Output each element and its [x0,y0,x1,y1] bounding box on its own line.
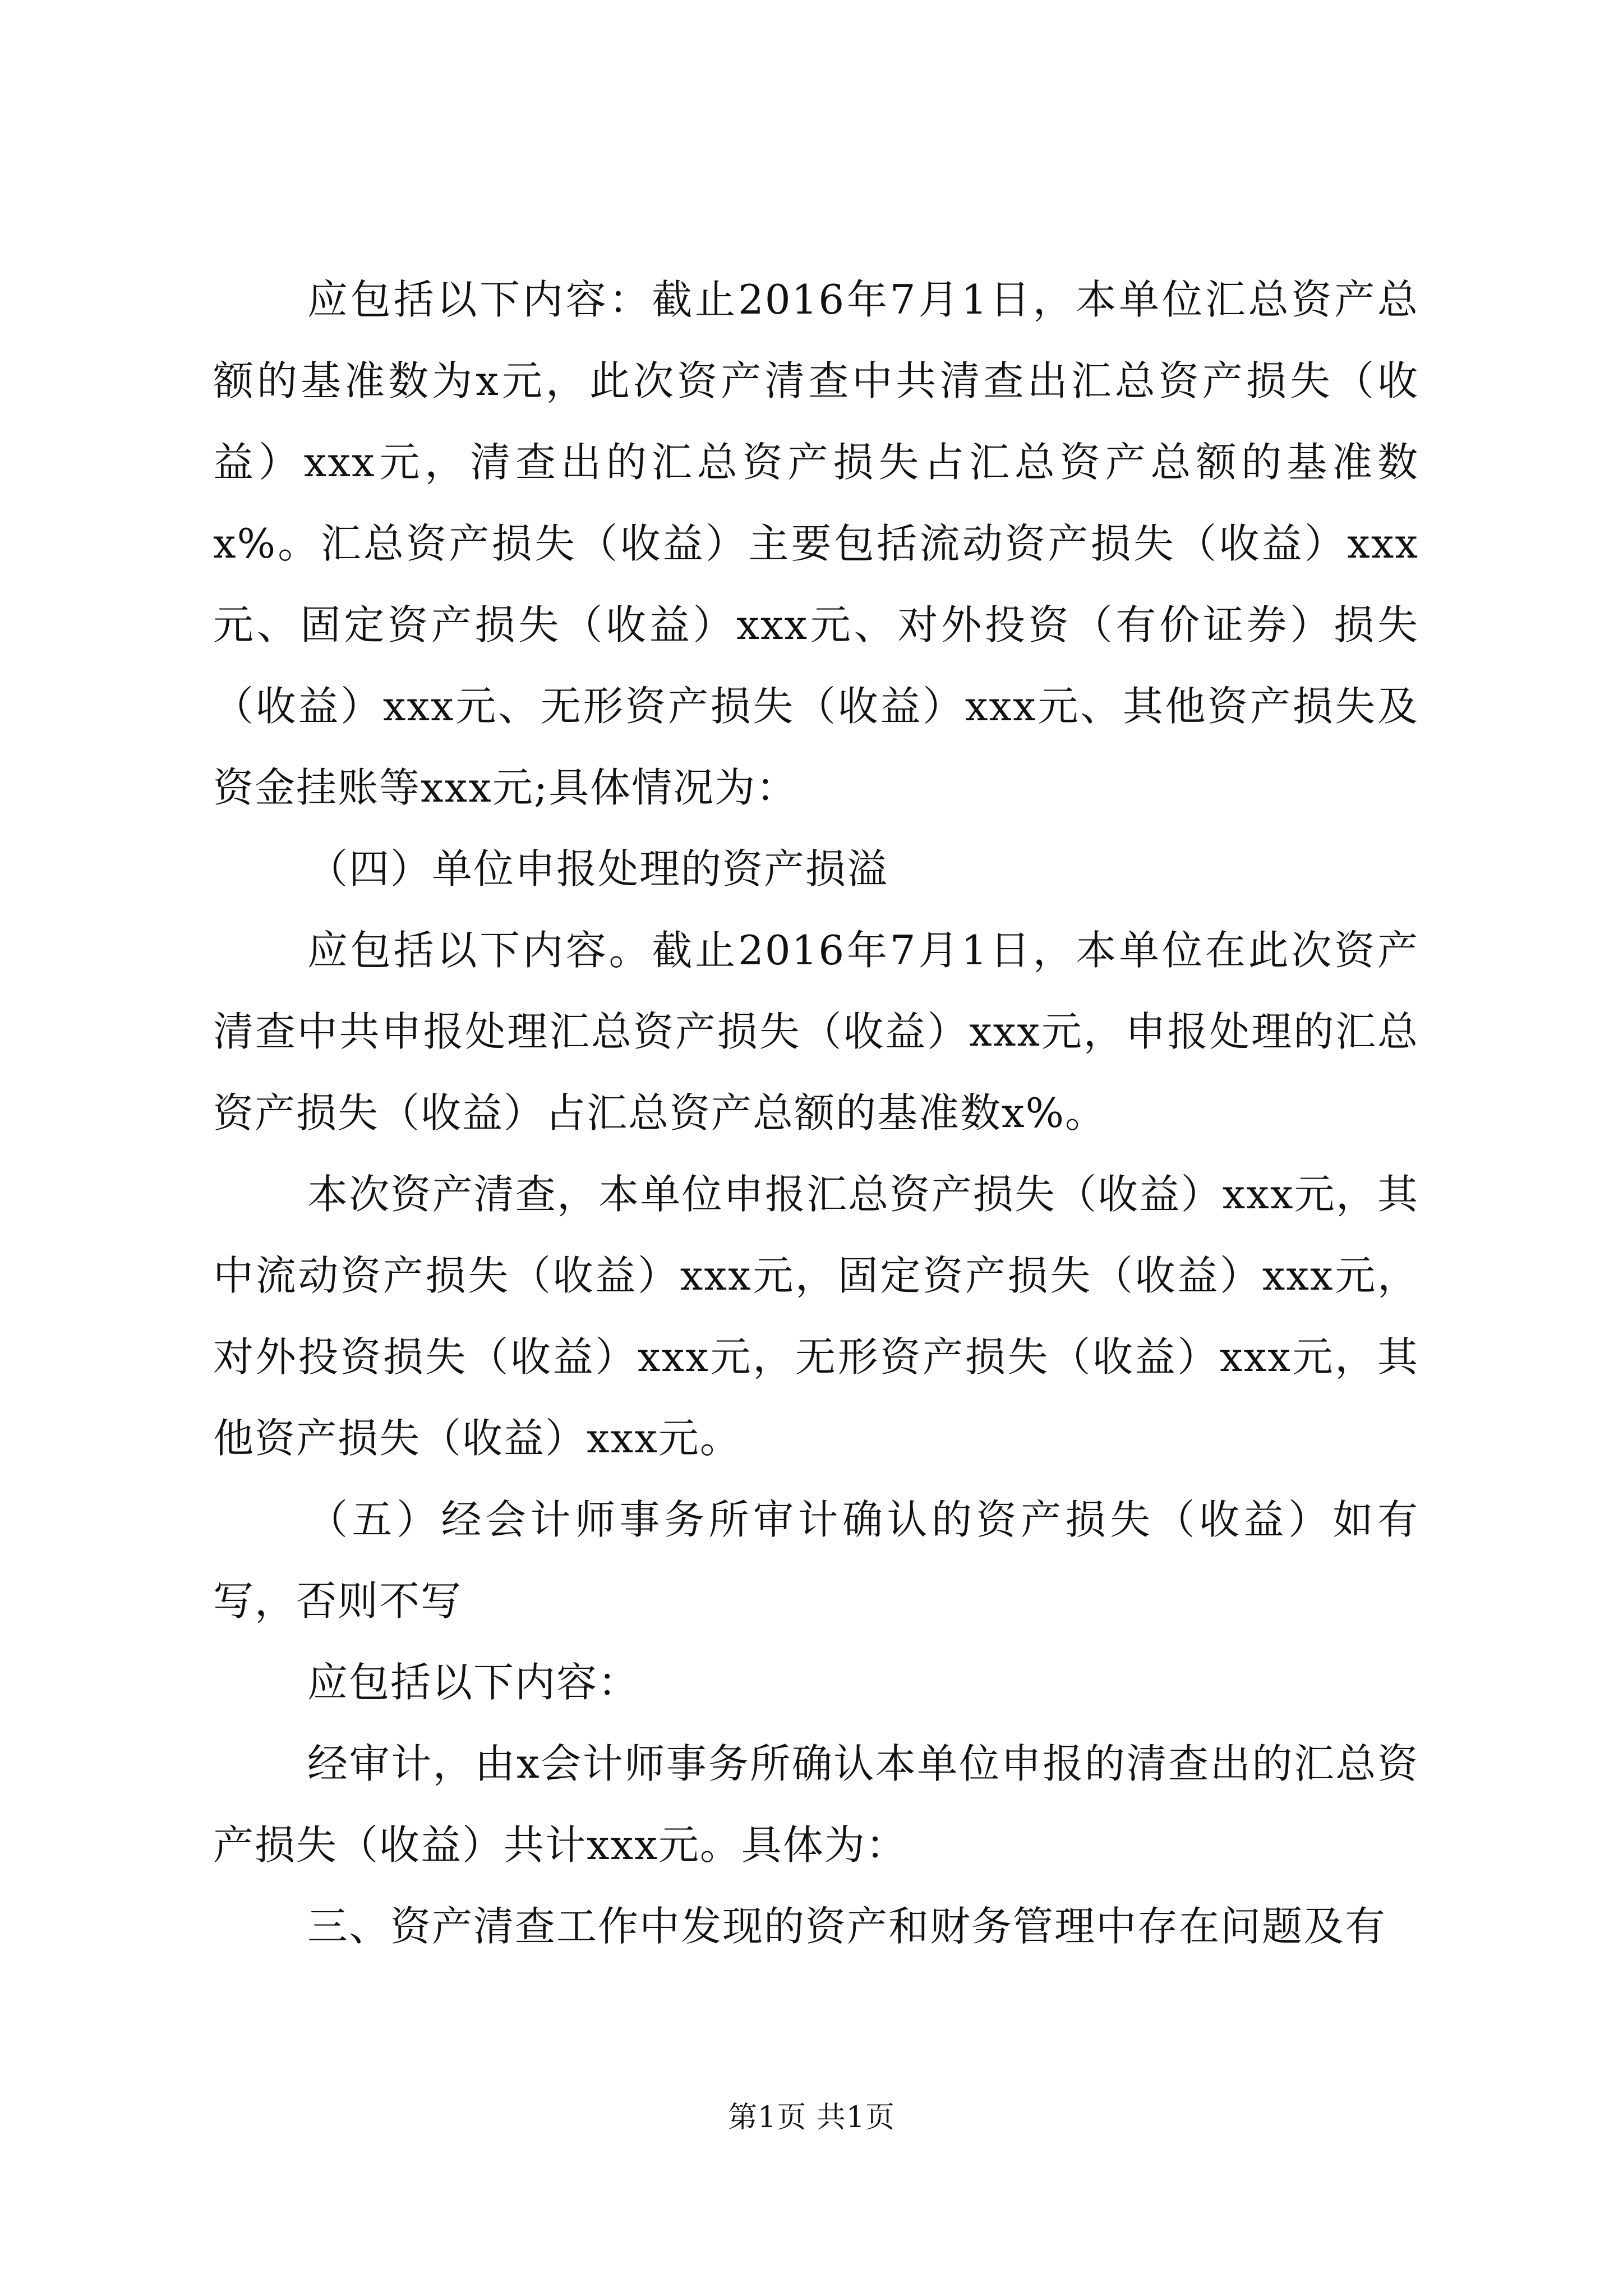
paragraph-declared-breakdown: 本次资产清查，本单位申报汇总资产损失（收益）xxx元，其中流动资产损失（收益）xxx元，固定资产损失（收益）xxx元，对外投资损失（收益）xxx元，无形资产损失（收益）xxx元，其他资产损失（收益）xxx元。 [213,1171,1419,1462]
paragraph-declared-losses: 应包括以下内容。截止2016年7月1日，本单位在此次资产清查中共申报处理汇总资产损失（收益）xxx元，申报处理的汇总资产损失（收益）占汇总资产总额的基准数x%。 [213,927,1419,1137]
page-number-footer: 第1页 共1页 [728,2101,895,2134]
paragraph-asset-summary: 应包括以下内容：截止2016年7月1日，本单位汇总资产总额的基准数为x元，此次资产清查中共清查出汇总资产损失（收益）xxx元，清查出的汇总资产损失占汇总资产总额的基准数x%。汇总资产损失（收益）主要包括流动资产损失（收益）xxx元、固定资产损失（收益）xxx元、对外投资（有价证券）损失（收益）xxx元、无形资产损失（收益）xxx元、其他资产损失及资金挂账等xxx元;具体情况为： [213,276,1419,811]
section-heading-4: （四）单位申报处理的资产损溢 [307,845,889,892]
document-body [213,259,1419,1967]
section-heading-3: 三、资产清查工作中发现的资产和财务管理中存在问题及有 [307,1903,1387,1950]
paragraph-should-include: 应包括以下内容： [307,1659,640,1706]
paragraph-audit-confirmed: 经审计，由x会计师事务所确认本单位申报的清查出的汇总资产损失（收益）共计xxx元。具体为： [213,1740,1419,1869]
section-heading-5: （五）经会计师事务所审计确认的资产损失（收益）如有写，否则不写 [213,1496,1419,1625]
